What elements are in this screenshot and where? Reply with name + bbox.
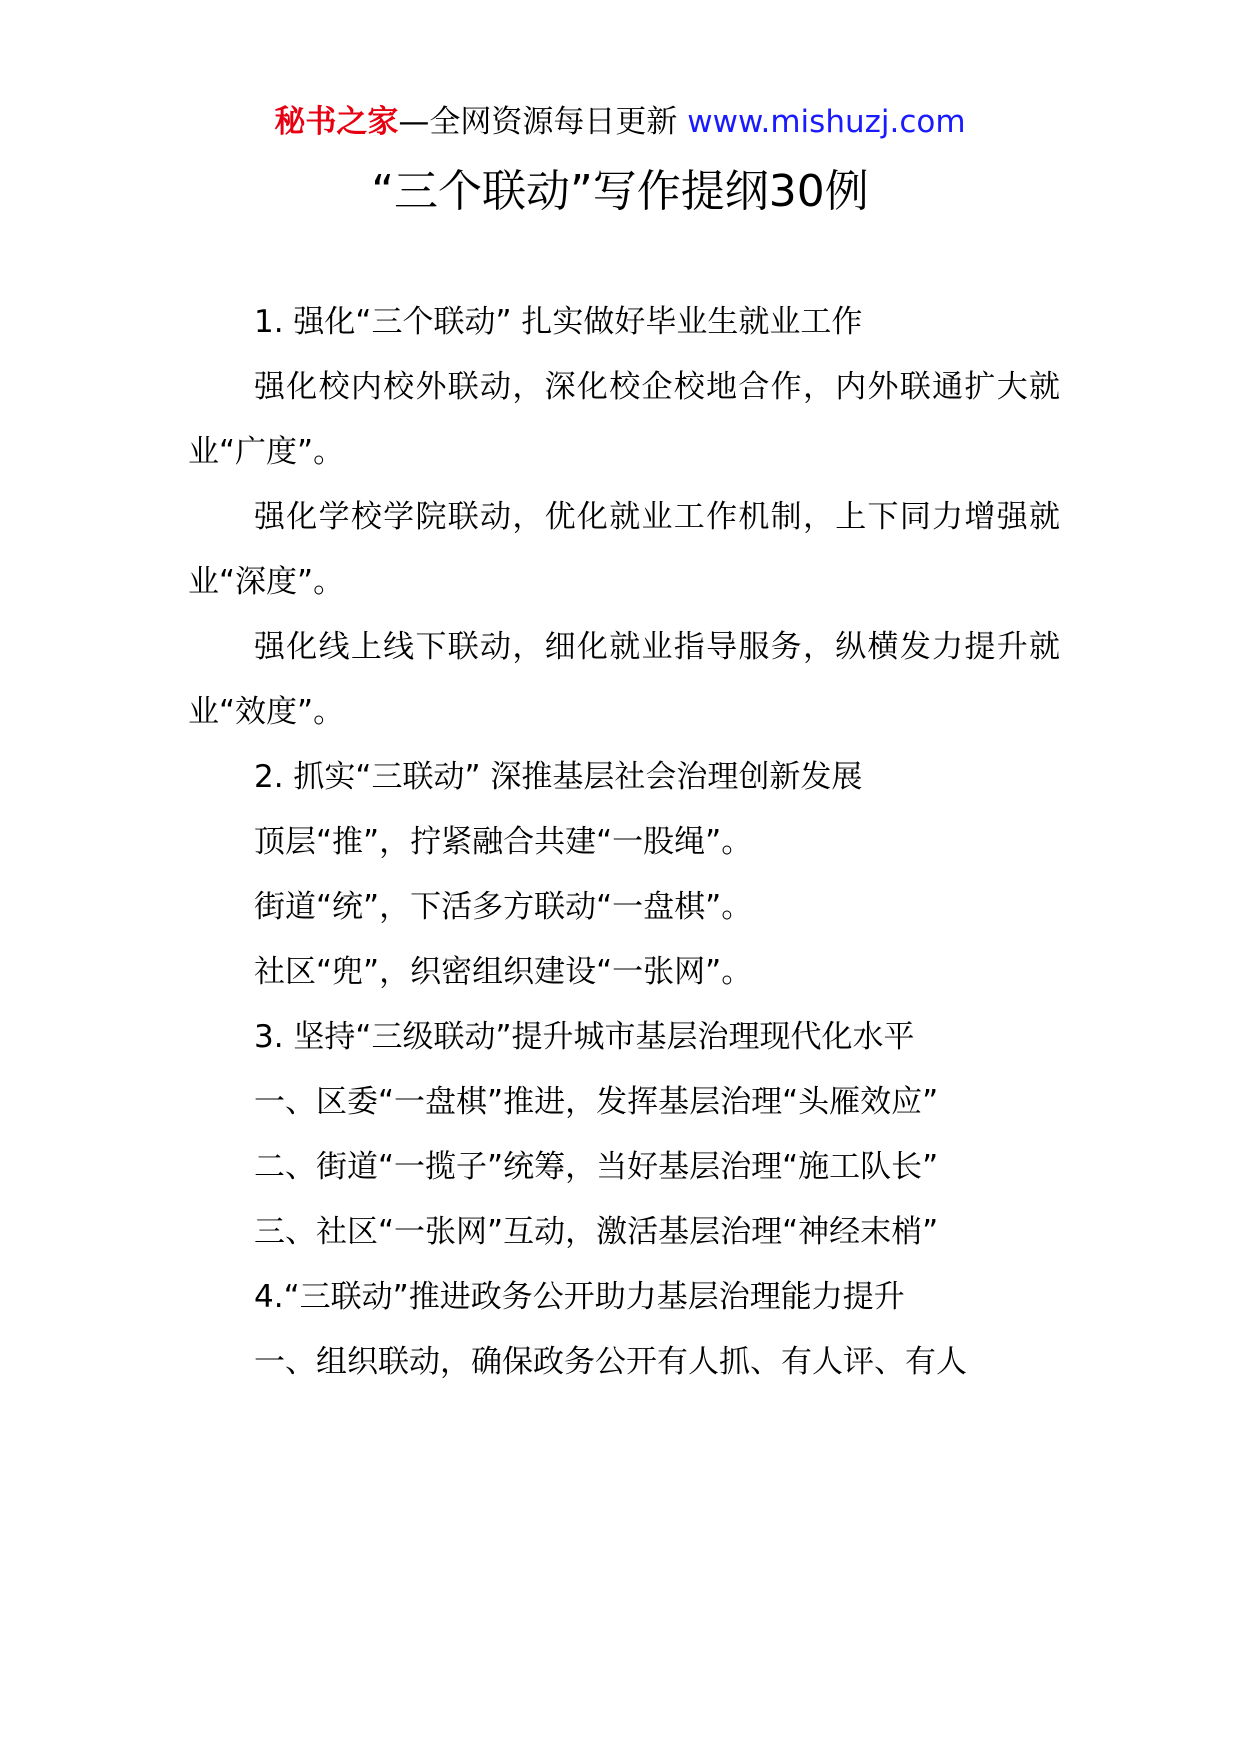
outline-item: 强化线上线下联动，细化就业指导服务，纵横发力提升就业“效度”。 — [188, 629, 1060, 730]
outline-item: 社区“兜”，织密组织建设“一张网”。 — [254, 954, 753, 990]
outline-item: 强化学校学院联动，优化就业工作机制，上下同力增强就业“深度”。 — [188, 499, 1060, 600]
site-tagline: —全网资源每日更新 — [398, 104, 678, 140]
document-body — [188, 290, 1060, 1395]
outline-heading: 1. 强化“三个联动” 扎实做好毕业生就业工作 — [254, 304, 863, 340]
outline-item: 一、区委“一盘棋”推进，发挥基层治理“头雁效应” — [254, 1084, 939, 1120]
outline-heading: 3. 坚持“三级联动”提升城市基层治理现代化水平 — [254, 1019, 915, 1055]
outline-item: 街道“统”，下活多方联动“一盘棋”。 — [254, 889, 753, 925]
outline-item: 一、组织联动，确保政务公开有人抓、有人评、有人 — [254, 1344, 967, 1380]
site-brand: 秘书之家 — [274, 104, 399, 140]
outline-item: 二、街道“一揽子”统筹，当好基层治理“施工队长” — [254, 1149, 939, 1185]
outline-heading: 2. 抓实“三联动” 深推基层社会治理创新发展 — [254, 759, 863, 795]
document-title: “三个联动”写作提纲30例 — [371, 166, 869, 217]
outline-item: 顶层“推”，拧紧融合共建“一股绳”。 — [254, 824, 753, 860]
site-url[interactable]: www.mishuzj.com — [687, 104, 966, 140]
outline-heading: 4.“三联动”推进政务公开助力基层治理能力提升 — [254, 1279, 905, 1315]
outline-item: 三、社区“一张网”互动，激活基层治理“神经末梢” — [254, 1214, 939, 1250]
outline-item: 强化校内校外联动，深化校企校地合作，内外联通扩大就业“广度”。 — [188, 369, 1060, 470]
site-header — [0, 100, 1240, 144]
